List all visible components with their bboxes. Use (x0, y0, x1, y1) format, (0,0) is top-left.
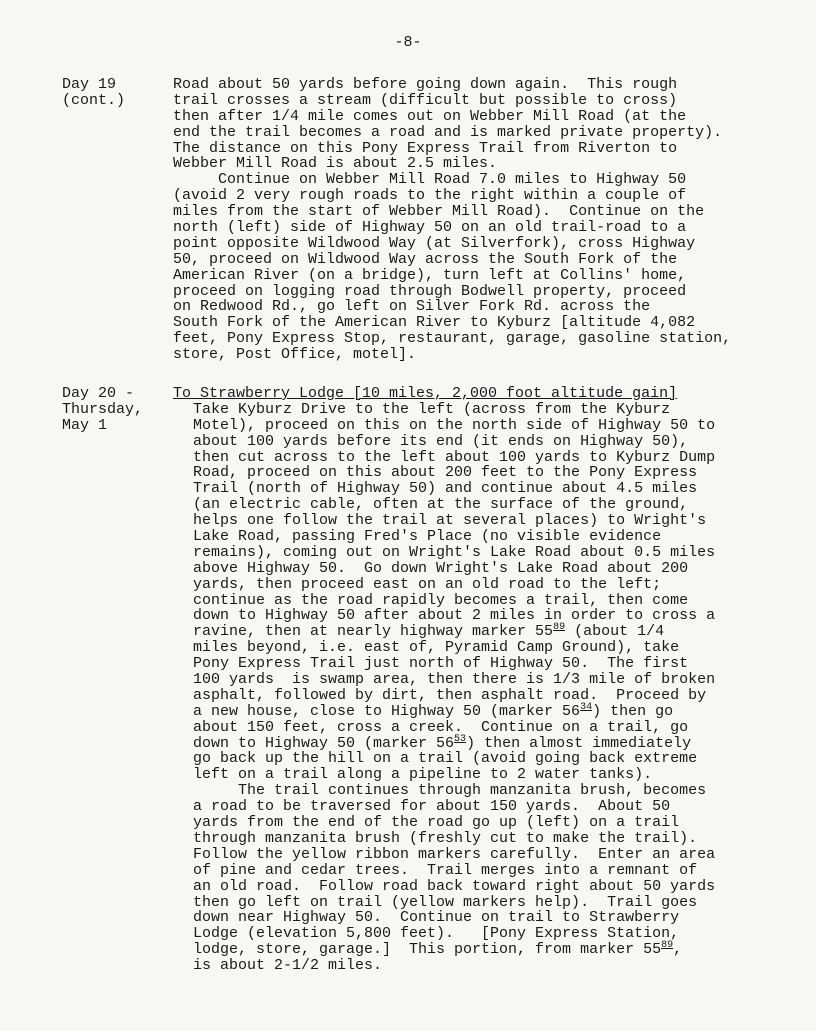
marker-superscript: 34 (580, 701, 593, 713)
text-line: is about 2-1/2 miles. (193, 957, 383, 975)
text-line: Webber Mill Road is about 2.5 miles. (173, 155, 498, 173)
marker-text-before: down to Highway 50 (marker 56 (193, 734, 455, 752)
text-line: end the trail becomes a road and is marked private property). (173, 123, 723, 141)
day-label-line: May 1 (62, 416, 108, 434)
text-line: Road, proceed on this about 200 feet to the Pony Express (193, 464, 698, 482)
text-line: The distance on this Pony Express Trail from Riverton to (173, 139, 678, 157)
text-line: miles beyond, i.e. east of, Pyramid Camp Ground), take (193, 639, 680, 657)
text-line: yards from the end of the road go up (left) on a trail (193, 814, 680, 832)
page-number: -8- (394, 34, 422, 51)
marker-text-before: ravine, then at nearly highway marker 55 (193, 623, 554, 641)
text-line: asphalt, followed by dirt, then asphalt road. Proceed by (193, 686, 707, 704)
day19-label (62, 77, 125, 109)
text-line: Take Kyburz Drive to the left (across from the Kyburz (193, 400, 671, 418)
text-line: then go left on trail (yellow markers help). Trail goes (193, 893, 698, 911)
day-label-line: Thursday, (62, 400, 144, 418)
text-line: (an electric cable, often at the surface of the ground, (193, 496, 689, 514)
text-line: South Fork of the American River to Kyburz [altitude 4,082 (173, 314, 696, 332)
text-line: on Redwood Rd., go left on Silver Fork Rd. across the (173, 298, 651, 316)
marker-superscript: 89 (661, 940, 674, 952)
text-line: proceed on logging road through Bodwell property, proceed (173, 282, 687, 300)
text-line: through manzanita brush (freshly cut to make the trail). (193, 829, 698, 847)
text-line: an old road. Follow road back toward right about 50 yards (193, 877, 716, 895)
text-line: Road about 50 yards before going down again. This rough (173, 76, 678, 93)
day-label-line: Day 19 (62, 76, 117, 93)
text-line: then cut across to the left about 100 yards to Kyburz Dump (193, 448, 716, 466)
day-label-line: Day 20 - (62, 385, 135, 402)
marker-text-after: (about 1/4 (565, 623, 665, 641)
marker-line (193, 733, 783, 752)
text-line: above Highway 50. Go down Wright's Lake Road about 200 (193, 559, 689, 577)
text-line: then after 1/4 mile comes out on Webber Mill Road (at the (173, 107, 687, 125)
text-line: about 150 feet, cross a creek. Continue on a trail, go (193, 718, 689, 736)
text-line: remains), coming out on Wright's Lake Road about 0.5 miles (193, 543, 716, 561)
text-line: about 100 yards before its end (it ends on Highway 50), (193, 432, 689, 450)
text-line: left on a trail along a pipeline to 2 water tanks). (193, 766, 653, 784)
marker-text-after: ) then almost immediately (466, 734, 692, 752)
text-line: north (left) side of Highway 50 on an old trail-road to a (173, 219, 687, 237)
text-line: yards, then proceed east on an old road to the left; (193, 575, 662, 593)
text-line: down to Highway 50 after about 2 miles in order to cross a (193, 607, 716, 625)
text-line: Trail (north of Highway 50) and continue about 4.5 miles (193, 480, 698, 498)
text-line: store, Post Office, motel]. (173, 346, 417, 364)
text-line: Motel), proceed on this on the north side of Highway 50 to (193, 416, 716, 434)
text-line: trail crosses a stream (difficult but possible to cross) (173, 91, 678, 109)
day20-label (62, 386, 143, 434)
marker-text-before: lodge, store, garage.] This portion, from marker 55 (193, 941, 662, 959)
text-line: a road to be traversed for about 150 yards. About 50 (193, 798, 671, 816)
text-line: of pine and cedar trees. Trail merges into a remnant of (193, 861, 698, 879)
text-line: 50, proceed on Wildwood Way across the South Fork of the (173, 250, 678, 268)
text-line: Continue on Webber Mill Road 7.0 miles to Highway 50 (173, 171, 687, 189)
text-line: 100 yards is swamp area, then there is 1/3 mile of broken (193, 671, 716, 689)
text-line: go back up the hill on a trail (avoid going back extreme (193, 750, 698, 768)
marker-line (193, 942, 783, 958)
text-line: The trail continues through manzanita brush, becomes (193, 782, 707, 800)
text-line: Pony Express Trail just north of Highway 50. The first (193, 655, 689, 673)
marker-line (193, 624, 783, 640)
day20-body (173, 385, 783, 975)
day20-heading: To Strawberry Lodge [10 miles, 2,000 foot altitude gain] (173, 385, 678, 402)
text-line: miles from the start of Webber Mill Road). Continue on the (173, 203, 705, 221)
text-line: Lodge (elevation 5,800 feet). [Pony Express Station, (193, 925, 680, 943)
text-line: feet, Pony Express Stop, restaurant, garage, gasoline station, (173, 330, 732, 348)
text-line: point opposite Wildwood Way (at Silverfork), cross Highway (173, 234, 696, 252)
text-line: Lake Road, passing Fred's Place (no visible evidence (193, 528, 662, 546)
text-line: continue as the road rapidly becomes a trail, then come (193, 591, 689, 609)
text-line: down near Highway 50. Continue on trail to Strawberry (193, 909, 680, 927)
text-line: Follow the yellow ribbon markers carefully. Enter an area (193, 845, 716, 863)
text-line: (avoid 2 very rough roads to the right within a couple of (173, 187, 687, 205)
text-line: helps one follow the trail at several places) to Wright's (193, 512, 707, 530)
text-line: American River (on a bridge), turn left at Collins' home, (173, 266, 687, 284)
marker-text-after: ) then go (592, 702, 674, 720)
marker-superscript: 89 (553, 622, 566, 634)
day19-body (173, 77, 773, 363)
marker-line (193, 701, 783, 720)
day-label-line: (cont.) (62, 91, 126, 109)
marker-text-after: , (673, 941, 683, 959)
marker-superscript: 53 (454, 733, 467, 745)
marker-text-before: a new house, close to Highway 50 (marker 56 (193, 702, 581, 720)
